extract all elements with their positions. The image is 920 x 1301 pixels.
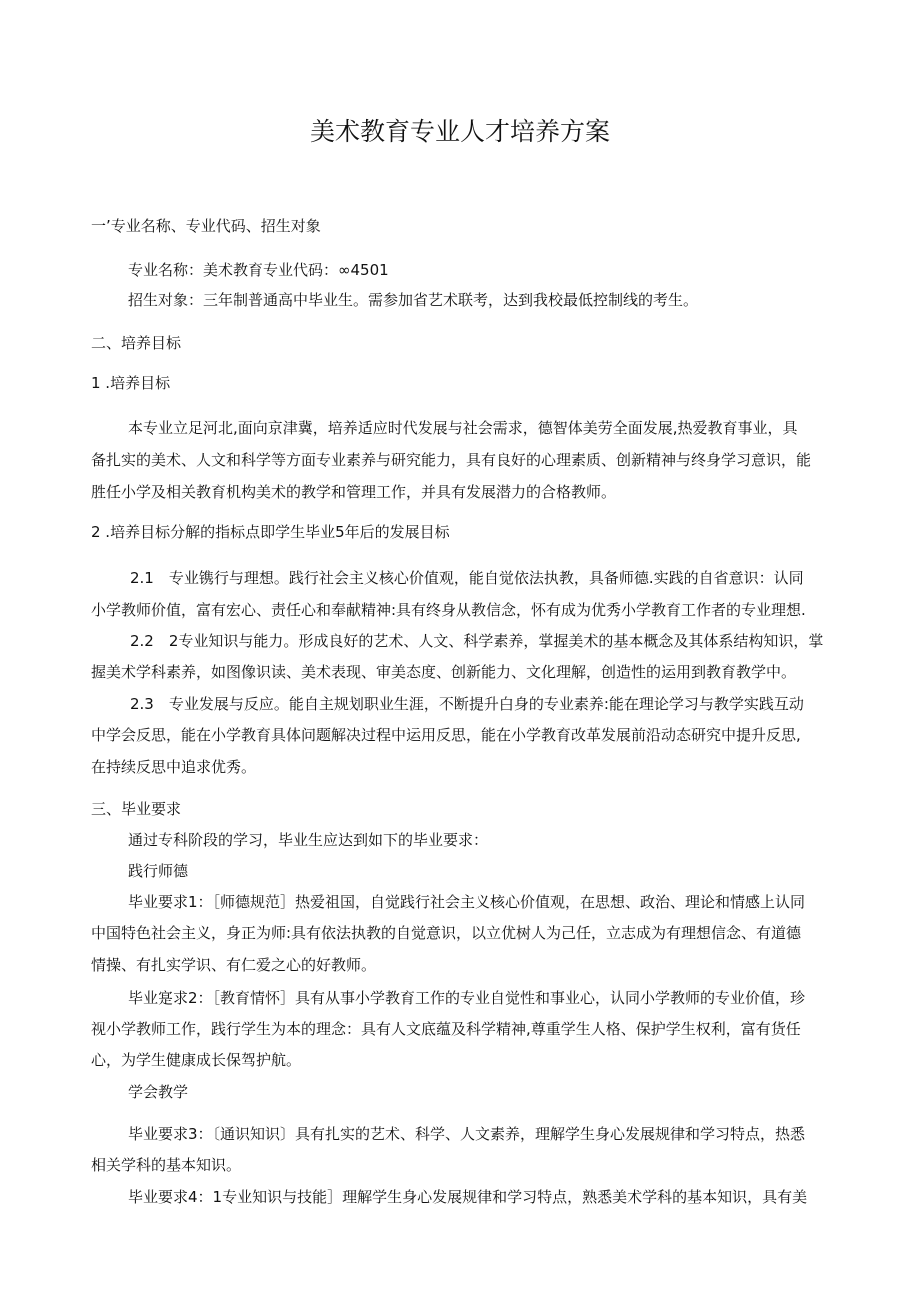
paragraph-line: 相关学科的基本知识。 <box>91 1156 242 1174</box>
section-heading: 一’专业名称、专业代码、招生对象 <box>91 217 321 235</box>
document-title: 美术教育专业人才培养方案 <box>309 117 610 146</box>
paragraph-line: 毕业要求1：［师德规范］热爱祖国，自觉践行社会主义核心价值观，在思想、政治、理论和情感上认同 <box>128 893 806 911</box>
paragraph-line: 备扎实的美术、人文和科学等方面专业素养与研究能力，具有良好的心理素质、创新精神与终身学习意识，能 <box>91 451 812 469</box>
paragraph-line: 在持续反思中追求优秀。 <box>91 758 257 776</box>
paragraph-line: 毕业寔求2：［教育情怀］具有从事小学教育工作的专业自觉性和事业心，认同小学教师的专业价值，珍 <box>128 989 806 1007</box>
paragraph-line: 专业名称：美术教育专业代码：∞4501 <box>128 261 389 279</box>
paragraph-line: 心，为学生健康成长保驾护航。 <box>91 1051 302 1069</box>
paragraph-line: 2.2 2专业知识与能力。形成良好的艺术、人文、科学素养，掌握美术的基本概念及其体系结构知识，掌 <box>130 632 824 650</box>
group-heading: 学会教学 <box>128 1083 189 1101</box>
paragraph-line: 中学会反思，能在小学教育具体问题解决过程中运用反思，能在小学教育改革发展前沿动态研究中提升反思, <box>91 726 801 744</box>
paragraph-line: 中国特色社会主义，身正为师:具有依法执教的自觉意识，以立优树人为己任，立志成为有理想信念、有道德 <box>91 924 802 942</box>
group-heading: 践行师德 <box>128 862 189 880</box>
section-heading: 三、毕业要求 <box>91 800 182 818</box>
paragraph-line: 胜任小学及相关教育机构美术的教学和管理工作，并具有发展潜力的合格教师。 <box>91 483 617 501</box>
paragraph-line: 通过专科阶段的学习，毕业生应达到如下的毕业要求： <box>128 831 489 849</box>
paragraph-line: 视小学教师工作，践行学生为本的理念：具有人文底蕴及科学精神,尊重学生人格、保护学生权利，富有货任 <box>91 1020 801 1038</box>
paragraph-line: 握美术学科素养，如图像识读、美术表现、审美态度、创新能力、文化理解，创造性的运用到教育教学中。 <box>91 663 797 681</box>
paragraph-line: 毕业要求4：1专业知识与技能］理解学生身心发展规律和学习特点，熟悉美术学科的基本知识，具有美 <box>128 1188 808 1206</box>
paragraph-line: 本专业立足河北,面向京津冀，培养适应时代发展与社会需求，德智体美劳全面发展,热爱教育事业，具 <box>128 419 798 437</box>
paragraph-line: 小学教师价值，富有宏心、责任心和奉献精神:具有终身从教信念，怀有成为优秀小学教育工作者的专业理想. <box>91 601 806 619</box>
paragraph-line: 招生对象：三年制普通高中毕业生。需参加省艺术联考，达到我校最低控制线的考生。 <box>128 291 699 309</box>
paragraph-line: 2.1 专业镌行与理想。践行社会主义核心价值观，能自觉依法执教，具备师德.实践的自省意识：认同 <box>130 569 804 587</box>
paragraph-line: 情操、有扎实学识、有仁爱之心的好教师。 <box>91 956 377 974</box>
subsection-heading: 2 .培养目标分解的指标点即学生毕业5年后的发展目标 <box>91 523 450 541</box>
subsection-heading: 1 .培养目标 <box>91 374 171 392</box>
paragraph-line: 2.3 专业发展与反应。能自主规划职业生涯，不断提升白身的专业素养:能在理论学习与教学实践互动 <box>130 695 804 713</box>
section-heading: 二、培养目标 <box>91 334 182 352</box>
paragraph-line: 毕业要求3：〔通识知识〕具有扎实的艺术、科学、人文素养，理解学生身心发展规律和学习特点，热悉 <box>128 1125 806 1143</box>
